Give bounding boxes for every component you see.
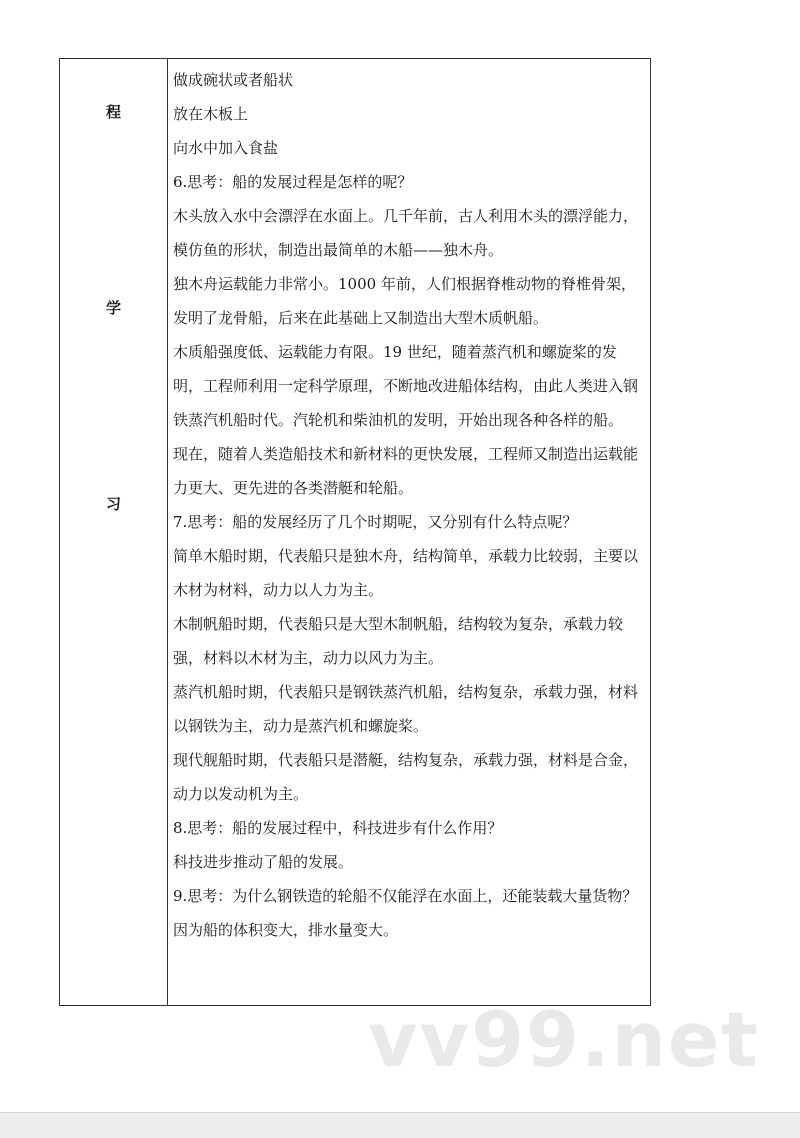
viewer-bottom-band [0, 1112, 800, 1138]
content-column [173, 63, 644, 947]
paragraph: 木质船强度低、运载能力有限。19 世纪，随着蒸汽机和螺旋桨的发明，工程师利用一定科学原理，不断地改进船体结构，由此人类进入钢铁蒸汽机船时代。汽轮机和柴油机的发明，开始出现各种各样的船。 [173, 343, 639, 429]
side-label-cheng: 程 [105, 103, 121, 121]
question-heading: 7.思考：船的发展经历了几个时期呢，又分别有什么特点呢？ [173, 513, 578, 531]
side-label-xi: 习 [105, 495, 121, 513]
paragraph: 现代舰船时期，代表船只是潜艇，结构复杂，承载力强，材料是合金，动力以发动机为主。 [173, 751, 639, 803]
question-heading: 8.思考：船的发展过程中，科技进步有什么作用？ [173, 819, 503, 837]
paragraph: 现在，随着人类造船技术和新材料的更快发展，工程师又制造出运载能力更大、更先进的各类潜艇和轮船。 [173, 445, 639, 497]
question-heading: 6.思考：船的发展过程是怎样的呢？ [173, 173, 413, 191]
paragraph: 科技进步推动了船的发展。 [173, 853, 354, 871]
paragraph: 木制帆船时期，代表船只是大型木制帆船，结构较为复杂，承载力较强，材料以木材为主，动力以风力为主。 [173, 615, 624, 667]
paragraph: 向水中加入食盐 [173, 139, 279, 157]
paragraph: 做成碗状或者船状 [173, 71, 294, 89]
paragraph: 木头放入水中会漂浮在水面上。几千年前，古人利用木头的漂浮能力，模仿鱼的形状，制造出最简单的木船——独木舟。 [173, 207, 639, 259]
paragraph: 放在木板上 [173, 105, 249, 123]
paragraph: 简单木船时期，代表船只是独木舟，结构简单，承载力比较弱，主要以木材为材料，动力以人力为主。 [173, 547, 639, 599]
side-label-xue: 学 [105, 299, 121, 317]
watermark: vv99.net [368, 995, 760, 1084]
lesson-table [59, 58, 651, 1006]
question-heading: 9.思考：为什么钢铁造的轮船不仅能浮在水面上，还能装载大量货物？ [173, 887, 638, 905]
paragraph: 独木舟运载能力非常小。1000 年前，人们根据脊椎动物的脊椎骨架，发明了龙骨船，后来在此基础上又制造出大型木质帆船。 [173, 275, 636, 327]
paragraph: 因为船的体积变大，排水量变大。 [173, 921, 399, 939]
column-divider [167, 59, 168, 1005]
paragraph: 蒸汽机船时期，代表船只是钢铁蒸汽机船，结构复杂，承载力强，材料以钢铁为主，动力是蒸汽机和螺旋桨。 [173, 683, 639, 735]
